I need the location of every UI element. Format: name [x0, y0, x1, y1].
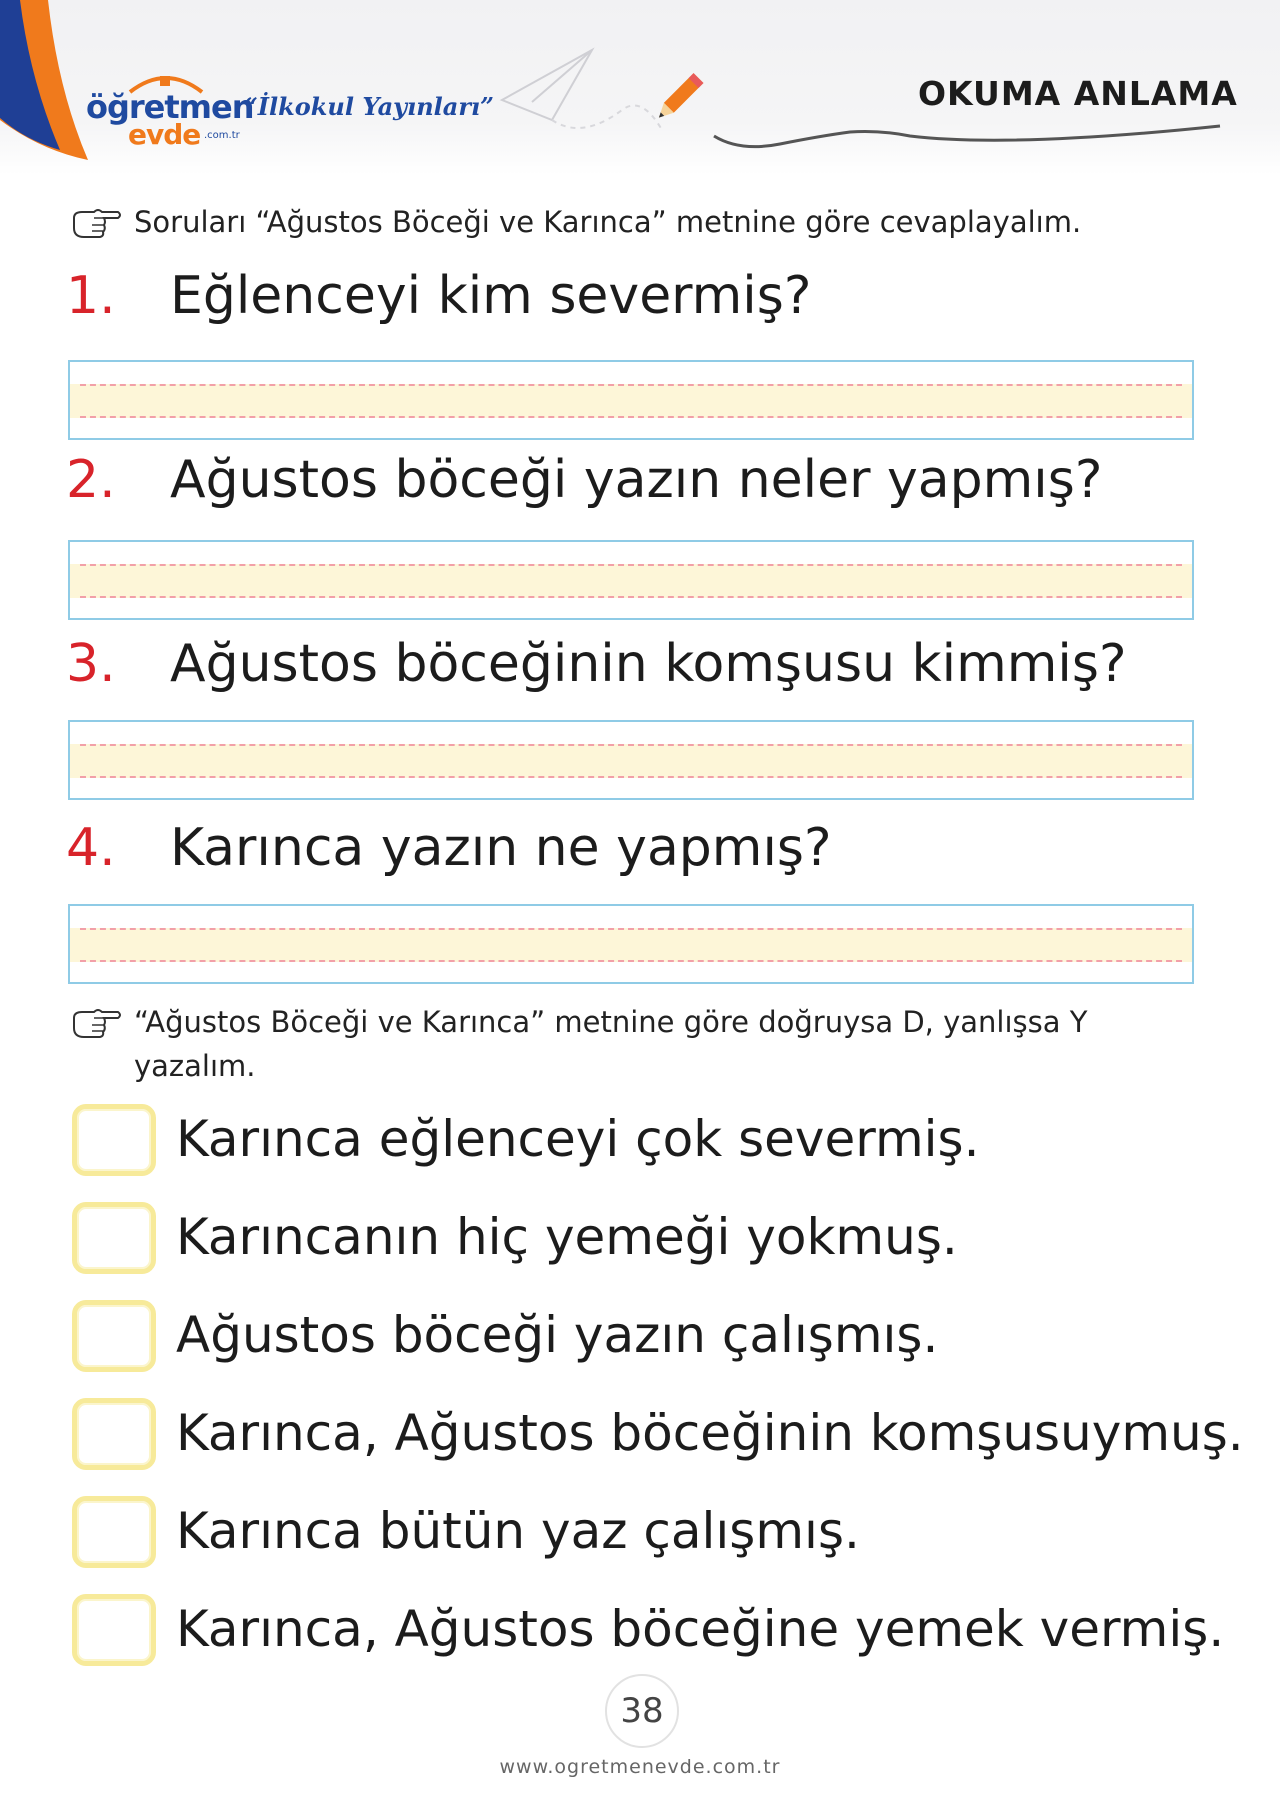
answer-guide-line	[80, 416, 1182, 418]
answer-line-band	[70, 928, 1192, 962]
logo-domain: .com.tr	[204, 130, 240, 141]
answer-field[interactable]	[68, 540, 1194, 620]
answer-guide-line	[80, 776, 1182, 778]
pencil-icon	[648, 70, 708, 130]
answer-checkbox[interactable]	[72, 1496, 156, 1568]
answer-guide-line	[80, 564, 1182, 566]
answer-line-band	[70, 744, 1192, 778]
answer-guide-line	[80, 928, 1182, 930]
statement-text: Karınca, Ağustos böceğinin komşusuymuş.	[176, 1404, 1244, 1462]
answer-checkbox[interactable]	[72, 1300, 156, 1372]
question-text: Ağustos böceğinin komşusu kimmiş?	[170, 634, 1127, 694]
answer-checkbox[interactable]	[72, 1202, 156, 1274]
logo	[86, 74, 254, 154]
publisher-name: “İlkokul Yayınları”	[244, 92, 494, 121]
answer-guide-line	[80, 384, 1182, 386]
instruction-line-1: “Ağustos Böceği ve Karınca” metnine göre doğruysa D, yanlışsa Y	[134, 1005, 1088, 1039]
answer-guide-line	[80, 744, 1182, 746]
paper-plane-icon	[492, 40, 672, 150]
question-text: Eğlenceyi kim severmiş?	[170, 266, 812, 326]
title-underline	[710, 118, 1230, 168]
question-text: Karınca yazın ne yapmış?	[170, 818, 832, 878]
pointing-hand-icon	[70, 1004, 122, 1040]
statement-text: Karınca eğlenceyi çok severmiş.	[176, 1110, 980, 1168]
logo-text-top: öğretmen	[86, 88, 254, 126]
section-title: OKUMA ANLAMA	[918, 74, 1238, 113]
answer-field[interactable]	[68, 360, 1194, 440]
statement-text: Karıncanın hiç yemeği yokmuş.	[176, 1208, 958, 1266]
question-number: 1.	[66, 266, 116, 326]
instruction-text: Soruları “Ağustos Böceği ve Karınca” metnine göre cevaplayalım.	[134, 205, 1082, 239]
question-number: 2.	[66, 450, 116, 510]
answer-checkbox[interactable]	[72, 1398, 156, 1470]
answer-checkbox[interactable]	[72, 1594, 156, 1666]
page-number: 38	[605, 1674, 679, 1748]
answer-line-band	[70, 564, 1192, 598]
statement-text: Karınca, Ağustos böceğine yemek vermiş.	[176, 1600, 1225, 1658]
instruction-text	[134, 1000, 1174, 1088]
answer-guide-line	[80, 596, 1182, 598]
footer-url: www.ogretmenevde.com.tr	[499, 1756, 781, 1778]
answer-line-band	[70, 384, 1192, 418]
question-number: 4.	[66, 818, 116, 878]
statement-text: Karınca bütün yaz çalışmış.	[176, 1502, 860, 1560]
answer-checkbox[interactable]	[72, 1104, 156, 1176]
answer-field[interactable]	[68, 720, 1194, 800]
question-number: 3.	[66, 634, 116, 694]
answer-guide-line	[80, 960, 1182, 962]
statement-text: Ağustos böceği yazın çalışmış.	[176, 1306, 939, 1364]
instruction-line-2: yazalım.	[134, 1049, 256, 1083]
answer-field[interactable]	[68, 904, 1194, 984]
question-text: Ağustos böceği yazın neler yapmış?	[170, 450, 1103, 510]
logo-text-bottom: evde	[128, 118, 201, 151]
pointing-hand-icon	[70, 204, 122, 240]
